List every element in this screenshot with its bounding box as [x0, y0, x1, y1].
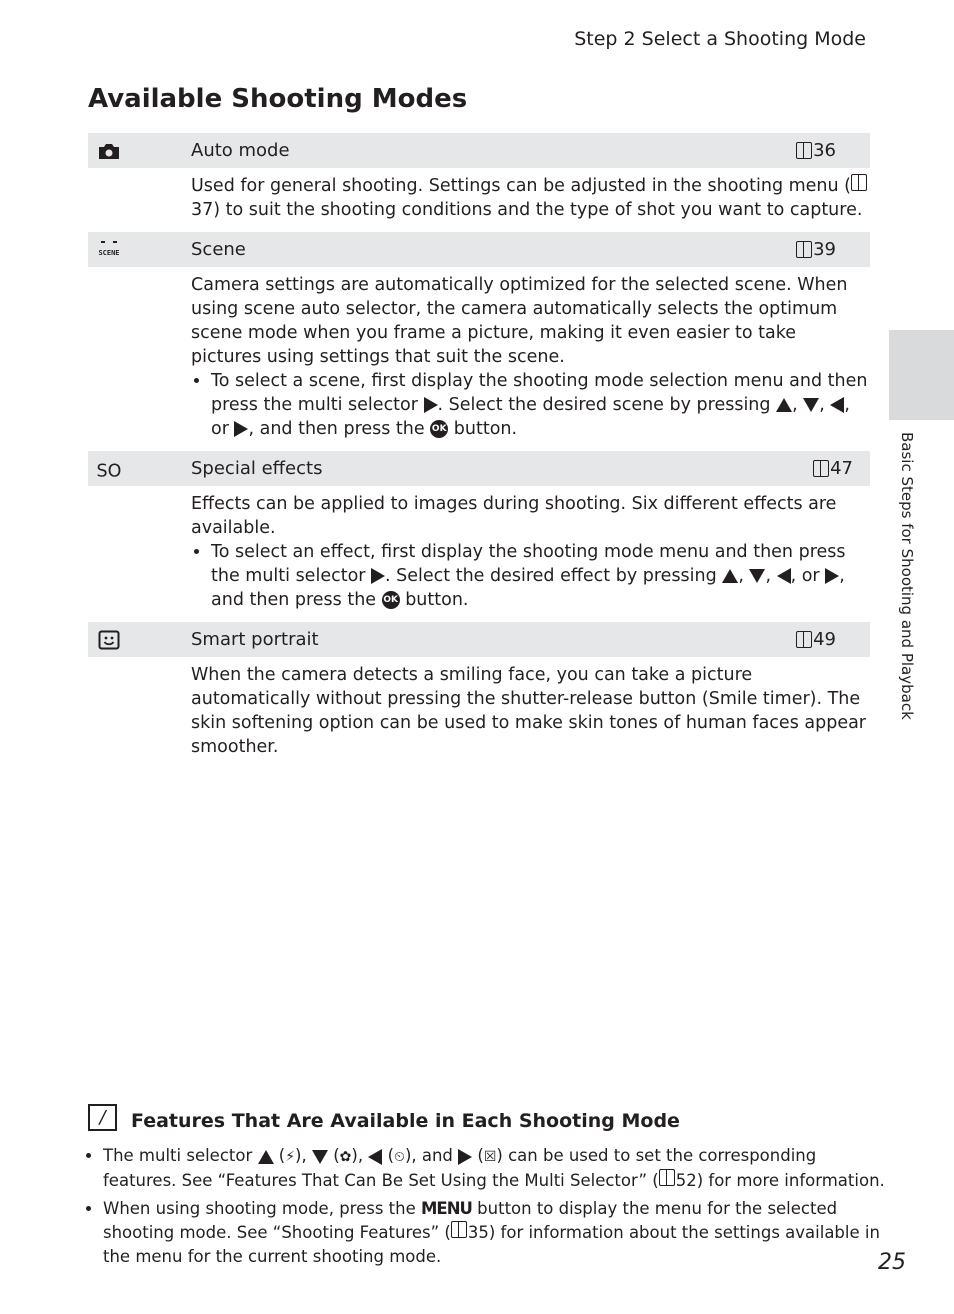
running-header: Step 2 Select a Shooting Mode — [574, 28, 866, 50]
ok-button-icon: OK — [382, 591, 400, 609]
left-arrow-icon — [368, 1149, 382, 1165]
page-reference: 36 — [796, 133, 836, 168]
book-icon — [851, 174, 867, 191]
shooting-modes-table — [88, 133, 870, 769]
up-arrow-icon — [258, 1150, 274, 1164]
right-arrow-icon — [371, 568, 385, 584]
book-icon — [451, 1221, 467, 1238]
list-item: • When using shooting mode, press the MENU button to display the menu for the selected shooting mode. See “Shooting Features” ( 35) for information about the settings available in the menu for the current shooting mode. — [103, 1197, 885, 1269]
menu-button-icon: MENU — [421, 1199, 472, 1218]
down-arrow-icon — [312, 1150, 328, 1164]
down-arrow-icon — [749, 569, 765, 583]
mode-name: Smart portrait — [191, 629, 319, 650]
right-arrow-icon — [825, 568, 839, 584]
page-reference: 49 — [796, 622, 836, 657]
up-arrow-icon — [776, 398, 792, 412]
chapter-tab — [889, 330, 954, 420]
list-item: • To select an effect, first display the shooting mode menu and then press the multi selector . Select the desired effect by pressing , , , or , and then press the OK button. — [211, 540, 870, 612]
smart-portrait-icon — [97, 622, 121, 657]
svg-text:SO: SO — [97, 460, 121, 481]
book-icon — [659, 1169, 675, 1186]
mode-name: Special effects — [191, 458, 323, 479]
mode-description: Effects can be applied to images during shooting. Six different effects are available. • To select an effect, first display the shooting mode menu and then press the multi selector . Select the desired effect by pressing , , , or , and then press the OK button. — [88, 486, 870, 622]
self-timer-icon: ⏲ — [394, 1149, 405, 1165]
left-arrow-icon — [830, 397, 844, 413]
pencil-note-icon: / — [88, 1104, 117, 1131]
page-reference: 39 — [796, 232, 836, 267]
ok-button-icon: OK — [430, 420, 448, 438]
mode-description: Used for general shooting. Settings can be adjusted in the shooting menu (37) to suit the shooting conditions and the type of shot you want to capture. — [88, 168, 870, 232]
mode-description: Camera settings are automatically optimized for the selected scene. When using scene auto selector, the camera automatically selects the optimum scene mode when you frame a picture, making it even easier to take pictures using settings that suit the scene. • To select a scene, first display the shooting mode selection menu and then press the multi selector . Select the desired scene by pressing , , , or , and then press the OK button. — [88, 267, 870, 451]
book-icon — [796, 142, 812, 159]
list-item: • The multi selector (⚡), (✿), (⏲), and (☒) can be used to set the corresponding features. See “Features That Can Be Set Using the Multi Selector” ( 52) for more information. — [103, 1144, 885, 1193]
mode-row-auto — [88, 133, 870, 168]
mode-row-special-effects — [88, 451, 870, 486]
down-arrow-icon — [803, 398, 819, 412]
camera-icon — [97, 133, 121, 168]
right-arrow-icon — [458, 1149, 472, 1165]
special-effects-icon — [97, 451, 121, 486]
page-reference: 47 — [813, 451, 853, 486]
book-icon — [796, 631, 812, 648]
mode-description: When the camera detects a smiling face, you can take a picture automatically without pressing the shutter-release button (Smile timer). The skin softening option can be used to make skin tones of human faces appear smoother. — [191, 665, 867, 757]
up-arrow-icon — [722, 569, 738, 583]
svg-text:SCENE: SCENE — [98, 248, 120, 257]
right-arrow-icon — [234, 421, 248, 437]
note-title: Features That Are Available in Each Shooting Mode — [131, 1110, 680, 1132]
scene-icon — [97, 232, 121, 267]
book-icon — [813, 460, 829, 477]
macro-flower-icon: ✿ — [339, 1149, 352, 1165]
flash-icon: ⚡ — [285, 1149, 296, 1165]
mode-row-scene — [88, 232, 870, 267]
page-number: 25 — [878, 1250, 906, 1275]
book-icon — [796, 241, 812, 258]
left-arrow-icon — [777, 568, 791, 584]
mode-row-smart-portrait — [88, 622, 870, 657]
page-title: Available Shooting Modes — [88, 84, 468, 114]
right-arrow-icon — [424, 397, 438, 413]
mode-name: Auto mode — [191, 140, 290, 161]
list-item: • To select a scene, first display the shooting mode selection menu and then press the multi selector . Select the desired scene by pressing , , , or , and then press the OK button. — [211, 369, 870, 441]
mode-name: Scene — [191, 239, 246, 260]
chapter-label: Basic Steps for Shooting and Playback — [898, 432, 916, 720]
exposure-compensation-icon: ☒ — [483, 1149, 497, 1165]
